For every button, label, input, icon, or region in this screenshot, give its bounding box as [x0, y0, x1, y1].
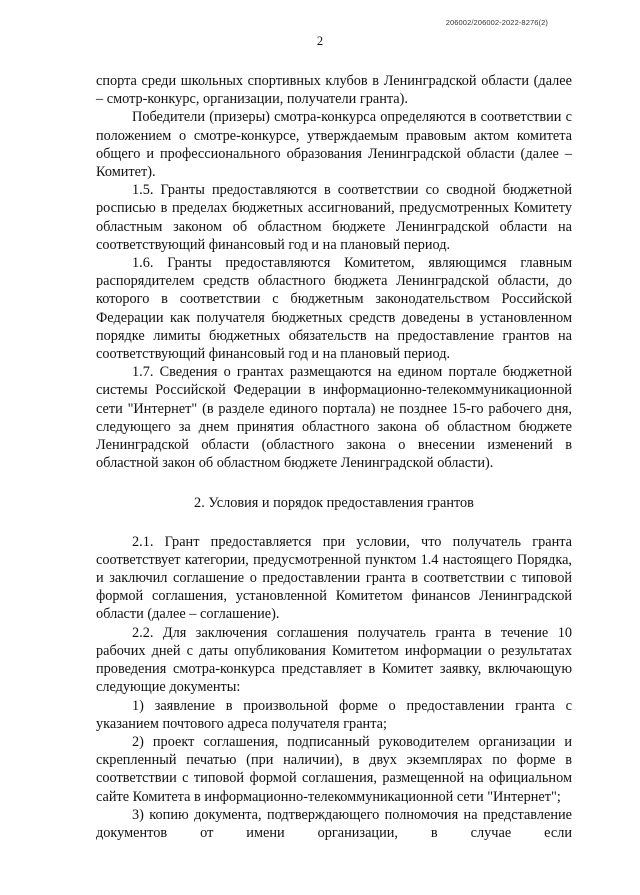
list-item-1: 1) заявление в произвольной форме о предоставлении гранта с указанием почтового адреса получателя гранта;: [96, 697, 572, 732]
page-number: 2: [316, 34, 324, 48]
paragraph-2-2: 2.2. Для заключения соглашения получатель гранта в течение 10 рабочих дней с даты опубликования Комитетом информации о результатах проведения смотра-конкурса представляет в Комитет заявку, включающую следующие документы:: [96, 624, 572, 696]
list-item-2: 2) проект соглашения, подписанный руководителем организации и скрепленный печатью (при наличии), в двух экземплярах по форме в соответствии с типовой формой соглашения, размещенной на официальном сайте Комитета в информационно-телекоммуникационной сети "Интернет";: [96, 733, 572, 805]
document-id: 206002/206002-2022-8276(2): [445, 18, 548, 27]
paragraph-1-7: 1.7. Сведения о грантах размещаются на едином портале бюджетной системы Российской Федерации в информационно-телекоммуникационной сети "Интернет" (в разделе единого портала) не позднее 15-го рабочего дня, следующего за днем принятия областного закона об областном бюджете Ленинградской области (областного закона о внесении изменений в областной закон об областном бюджете Ленинградской области).: [96, 364, 572, 472]
paragraph-winners: Победители (призеры) смотра-конкурса определяются в соответствии с положением о смотре-конкурсе, утверждаемым правовым актом комитета общего и профессионального образования Ленинградской области (далее – Комитет).: [96, 109, 572, 181]
section-heading: 2. Условия и порядок предоставления грантов: [194, 495, 474, 512]
paragraph-1-6: 1.6. Гранты предоставляются Комитетом, являющимся главным распорядителем средств областного бюджета Ленинградской области, до которого в соответствии с бюджетным законодательством Российской Федерации как получателя бюджетных средств доведены в установленном порядке лимиты бюджетных обязательств на предоставление грантов на соответствующий финансовый год и на плановый период.: [96, 255, 572, 363]
paragraph-2-1: 2.1. Грант предоставляется при условии, что получатель гранта соответствует категории, предусмотренной пунктом 1.4 настоящего Порядка, и заключил соглашение о предоставлении гранта в соответствии с типовой формой соглашения, установленной Комитетом финансов Ленинградской области (далее – соглашение).: [96, 533, 572, 623]
paragraph-continuation: спорта среди школьных спортивных клубов в Ленинградской области (далее – смотр-конкурс, организации, получатели гранта).: [96, 73, 572, 108]
list-item-3: 3) копию документа, подтверждающего полномочия на представление документов от имени организации, в случае если: [96, 806, 572, 841]
document-body: [96, 72, 572, 842]
paragraph-1-5: 1.5. Гранты предоставляются в соответствии со сводной бюджетной росписью в пределах бюджетных ассигнований, предусмотренных Комитету областным законом об областном бюджете Ленинградской области на соответствующий финансовый год и на плановый период.: [96, 182, 572, 253]
